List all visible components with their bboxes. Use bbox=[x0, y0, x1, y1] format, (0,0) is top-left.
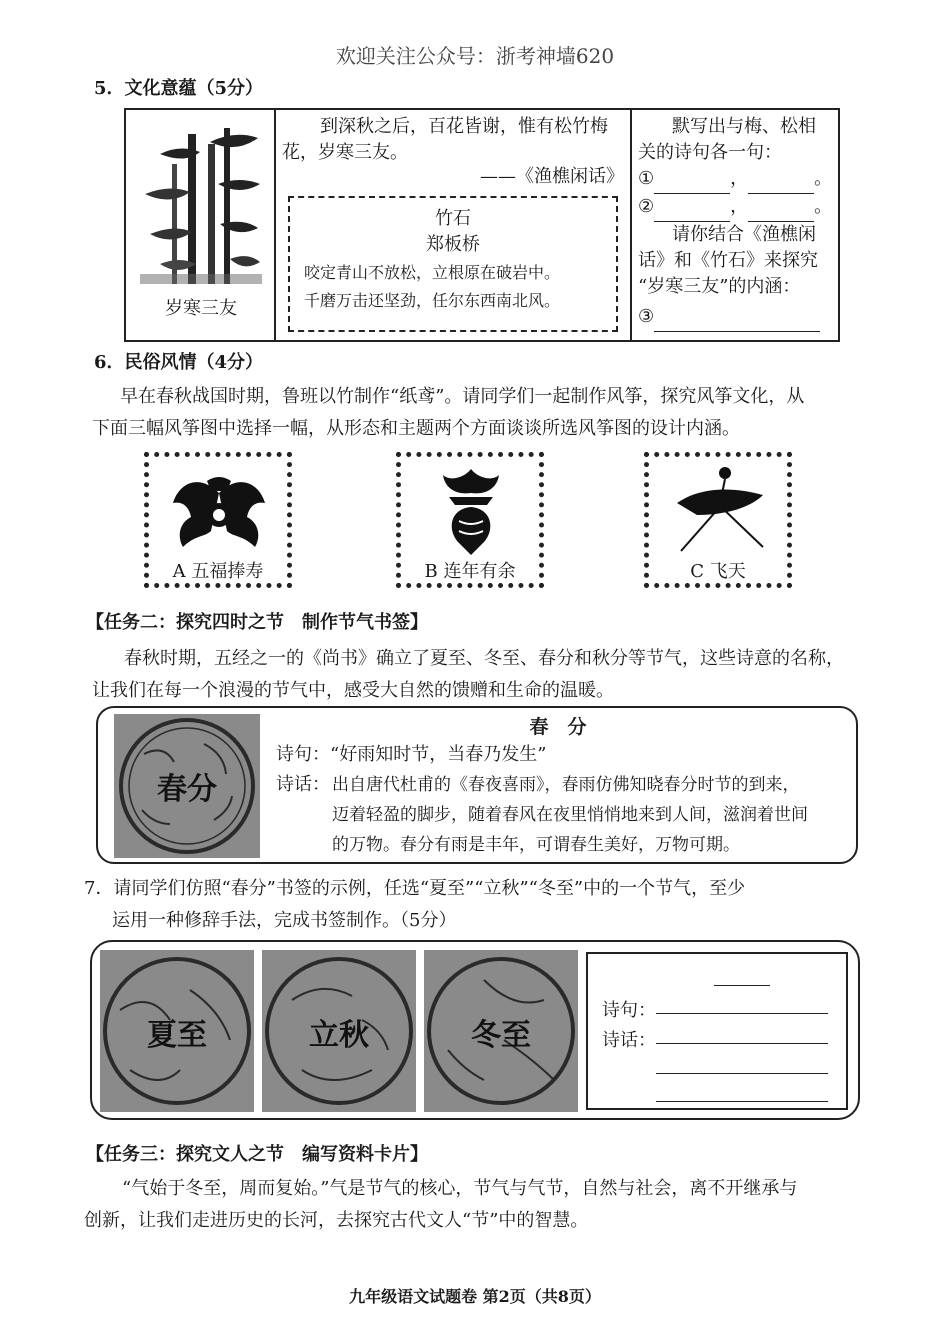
page-footer: 九年级语文试题卷 第2页（共8页） bbox=[349, 1287, 601, 1306]
task3-para-line-2: 创新，让我们走进历史的长河，去探究古代文人“节”中的智慧。 bbox=[84, 1210, 589, 1231]
story-line-2: 迈着轻盈的脚步，随着春风在夜里悄悄地来到人间，滋润着世间 bbox=[332, 805, 808, 825]
answer-title-line[interactable] bbox=[714, 984, 770, 986]
answer-story-line-3[interactable] bbox=[656, 1100, 828, 1102]
poem-author: 郑板桥 bbox=[426, 234, 480, 255]
q7-line-1: 7．请同学们仿照“春分”书签的示例，任选“夏至”“立秋”“冬至”中的一个节气，至少 bbox=[84, 878, 746, 899]
q5-image-cell bbox=[126, 110, 276, 340]
blank-row-2 bbox=[638, 192, 832, 222]
q6-title: 6．民俗风情（4分） bbox=[94, 352, 264, 373]
answer-poem-line[interactable] bbox=[656, 1012, 828, 1014]
q6-para-line-2: 下面三幅风筝图中选择一幅，从形态和主题两个方面谈谈所选风筝图的设计内涵。 bbox=[92, 418, 740, 439]
quote-line-1: 到深秋之后，百花皆谢，惟有松竹梅 bbox=[320, 116, 608, 137]
blank-2-label: ② bbox=[638, 196, 655, 217]
q5-title: 5．文化意蕴（5分） bbox=[94, 78, 264, 99]
poem-label: 诗句： bbox=[276, 744, 330, 765]
blank-3-label: ③ bbox=[638, 306, 655, 327]
spring-equinox-bookmark bbox=[96, 706, 858, 864]
task2-line-3: “岁寒三友”的内涵： bbox=[638, 276, 801, 297]
q6-para-line-1: 早在春秋战国时期，鲁班以竹制作“纸鸢”。请同学们一起制作风筝，探究风筝文化，从 bbox=[120, 386, 805, 407]
period: 。 bbox=[814, 196, 833, 217]
task2-line-1: 请你结合《渔樵闲 bbox=[672, 224, 816, 245]
blank-row-3 bbox=[638, 302, 820, 332]
kite-b-label: B 连年有余 bbox=[424, 561, 516, 582]
answer-story-label: 诗话： bbox=[602, 1030, 656, 1051]
autumn-begins-emblem[interactable] bbox=[262, 950, 416, 1112]
poem-line-1: 咬定青山不放松，立根原在破岩中。 bbox=[304, 263, 561, 282]
answer-blank-3[interactable] bbox=[654, 312, 820, 332]
kite-card-b[interactable] bbox=[396, 452, 544, 588]
bat-kite-image bbox=[169, 473, 269, 553]
poem-text: “好雨知时节，当春乃发生” bbox=[330, 744, 547, 765]
blank-1-label: ① bbox=[638, 168, 655, 189]
summer-solstice-emblem[interactable] bbox=[100, 950, 254, 1112]
q5-quote-cell bbox=[276, 110, 632, 340]
emblem-text: 春分 bbox=[157, 772, 217, 807]
poem-frame bbox=[288, 196, 618, 332]
bookmark-title: 春 分 bbox=[529, 716, 587, 738]
poem-line-2: 千磨万击还坚劲，任尔东西南北风。 bbox=[304, 291, 561, 310]
page-header: 欢迎关注公众号：浙考神墙620 bbox=[335, 44, 615, 68]
task-line-1: 默写出与梅、松相 bbox=[672, 116, 816, 137]
quote-line-2: 花，岁寒三友。 bbox=[282, 142, 408, 163]
kite-card-a[interactable] bbox=[144, 452, 292, 588]
q5-table bbox=[124, 108, 840, 342]
winter-solstice-emblem[interactable] bbox=[424, 950, 578, 1112]
task2-para-line-1: 春秋时期，五经之一的《尚书》确立了夏至、冬至、春分和秋分等节气，这些诗意的名称， bbox=[124, 648, 844, 669]
fish-lotus-kite-image bbox=[429, 465, 513, 557]
story-label: 诗话： bbox=[276, 774, 330, 795]
task2-title: 【任务二：探究四时之节 制作节气书签】 bbox=[86, 612, 428, 633]
answer-blank-2b[interactable] bbox=[748, 202, 814, 222]
comma: ， bbox=[730, 196, 749, 217]
comma: ， bbox=[730, 168, 749, 189]
bookmark-poem-row bbox=[276, 740, 546, 770]
poem-title: 竹石 bbox=[435, 208, 471, 229]
emblem-text: 夏至 bbox=[147, 1018, 207, 1053]
bamboo-painting bbox=[140, 124, 262, 284]
kite-card-c[interactable] bbox=[644, 452, 792, 588]
quote-source: ——《渔樵闲话》 bbox=[480, 166, 624, 187]
answer-story-line-2[interactable] bbox=[656, 1072, 828, 1074]
q5-image-caption: 岁寒三友 bbox=[165, 298, 237, 319]
kite-a-label: A 五福捧寿 bbox=[172, 561, 264, 582]
kite-c-label: C 飞天 bbox=[690, 561, 746, 582]
answer-blank-2a[interactable] bbox=[654, 202, 730, 222]
task3-para-line-1: “气始于冬至，周而复始。”气是节气的核心，节气与气节，自然与社会，离不开继承与 bbox=[122, 1178, 798, 1199]
answer-blank-1a[interactable] bbox=[654, 174, 730, 194]
q5-task-cell bbox=[632, 110, 838, 340]
story-line-1: 出自唐代杜甫的《春夜喜雨》，春雨仿佛知晓春分时节的到来， bbox=[332, 775, 800, 795]
task2-para-line-2: 让我们在每一个浪漫的节气中，感受大自然的馈赠和生命的温暖。 bbox=[92, 680, 614, 701]
emblem-text: 立秋 bbox=[309, 1018, 369, 1053]
period: 。 bbox=[814, 168, 833, 189]
answer-poem-label: 诗句： bbox=[602, 1000, 656, 1021]
task3-title: 【任务三：探究文人之节 编写资料卡片】 bbox=[86, 1144, 428, 1165]
story-line-3: 的万物。春分有雨是丰年，可谓春生美好，万物可期。 bbox=[332, 835, 740, 855]
spring-equinox-emblem bbox=[114, 714, 260, 858]
task-line-2: 关的诗句各一句： bbox=[638, 142, 782, 163]
flying-apsara-kite-image bbox=[667, 463, 771, 555]
blank-row-1 bbox=[638, 164, 832, 194]
q7-bookmark-frame bbox=[90, 940, 860, 1120]
emblem-text: 冬至 bbox=[471, 1018, 531, 1053]
q7-line-2: 运用一种修辞手法，完成书签制作。（5分） bbox=[112, 910, 457, 931]
answer-story-line-1[interactable] bbox=[656, 1042, 828, 1044]
task2-line-2: 话》和《竹石》来探究 bbox=[638, 250, 818, 271]
answer-blank-1b[interactable] bbox=[748, 174, 814, 194]
answer-card bbox=[586, 952, 848, 1110]
